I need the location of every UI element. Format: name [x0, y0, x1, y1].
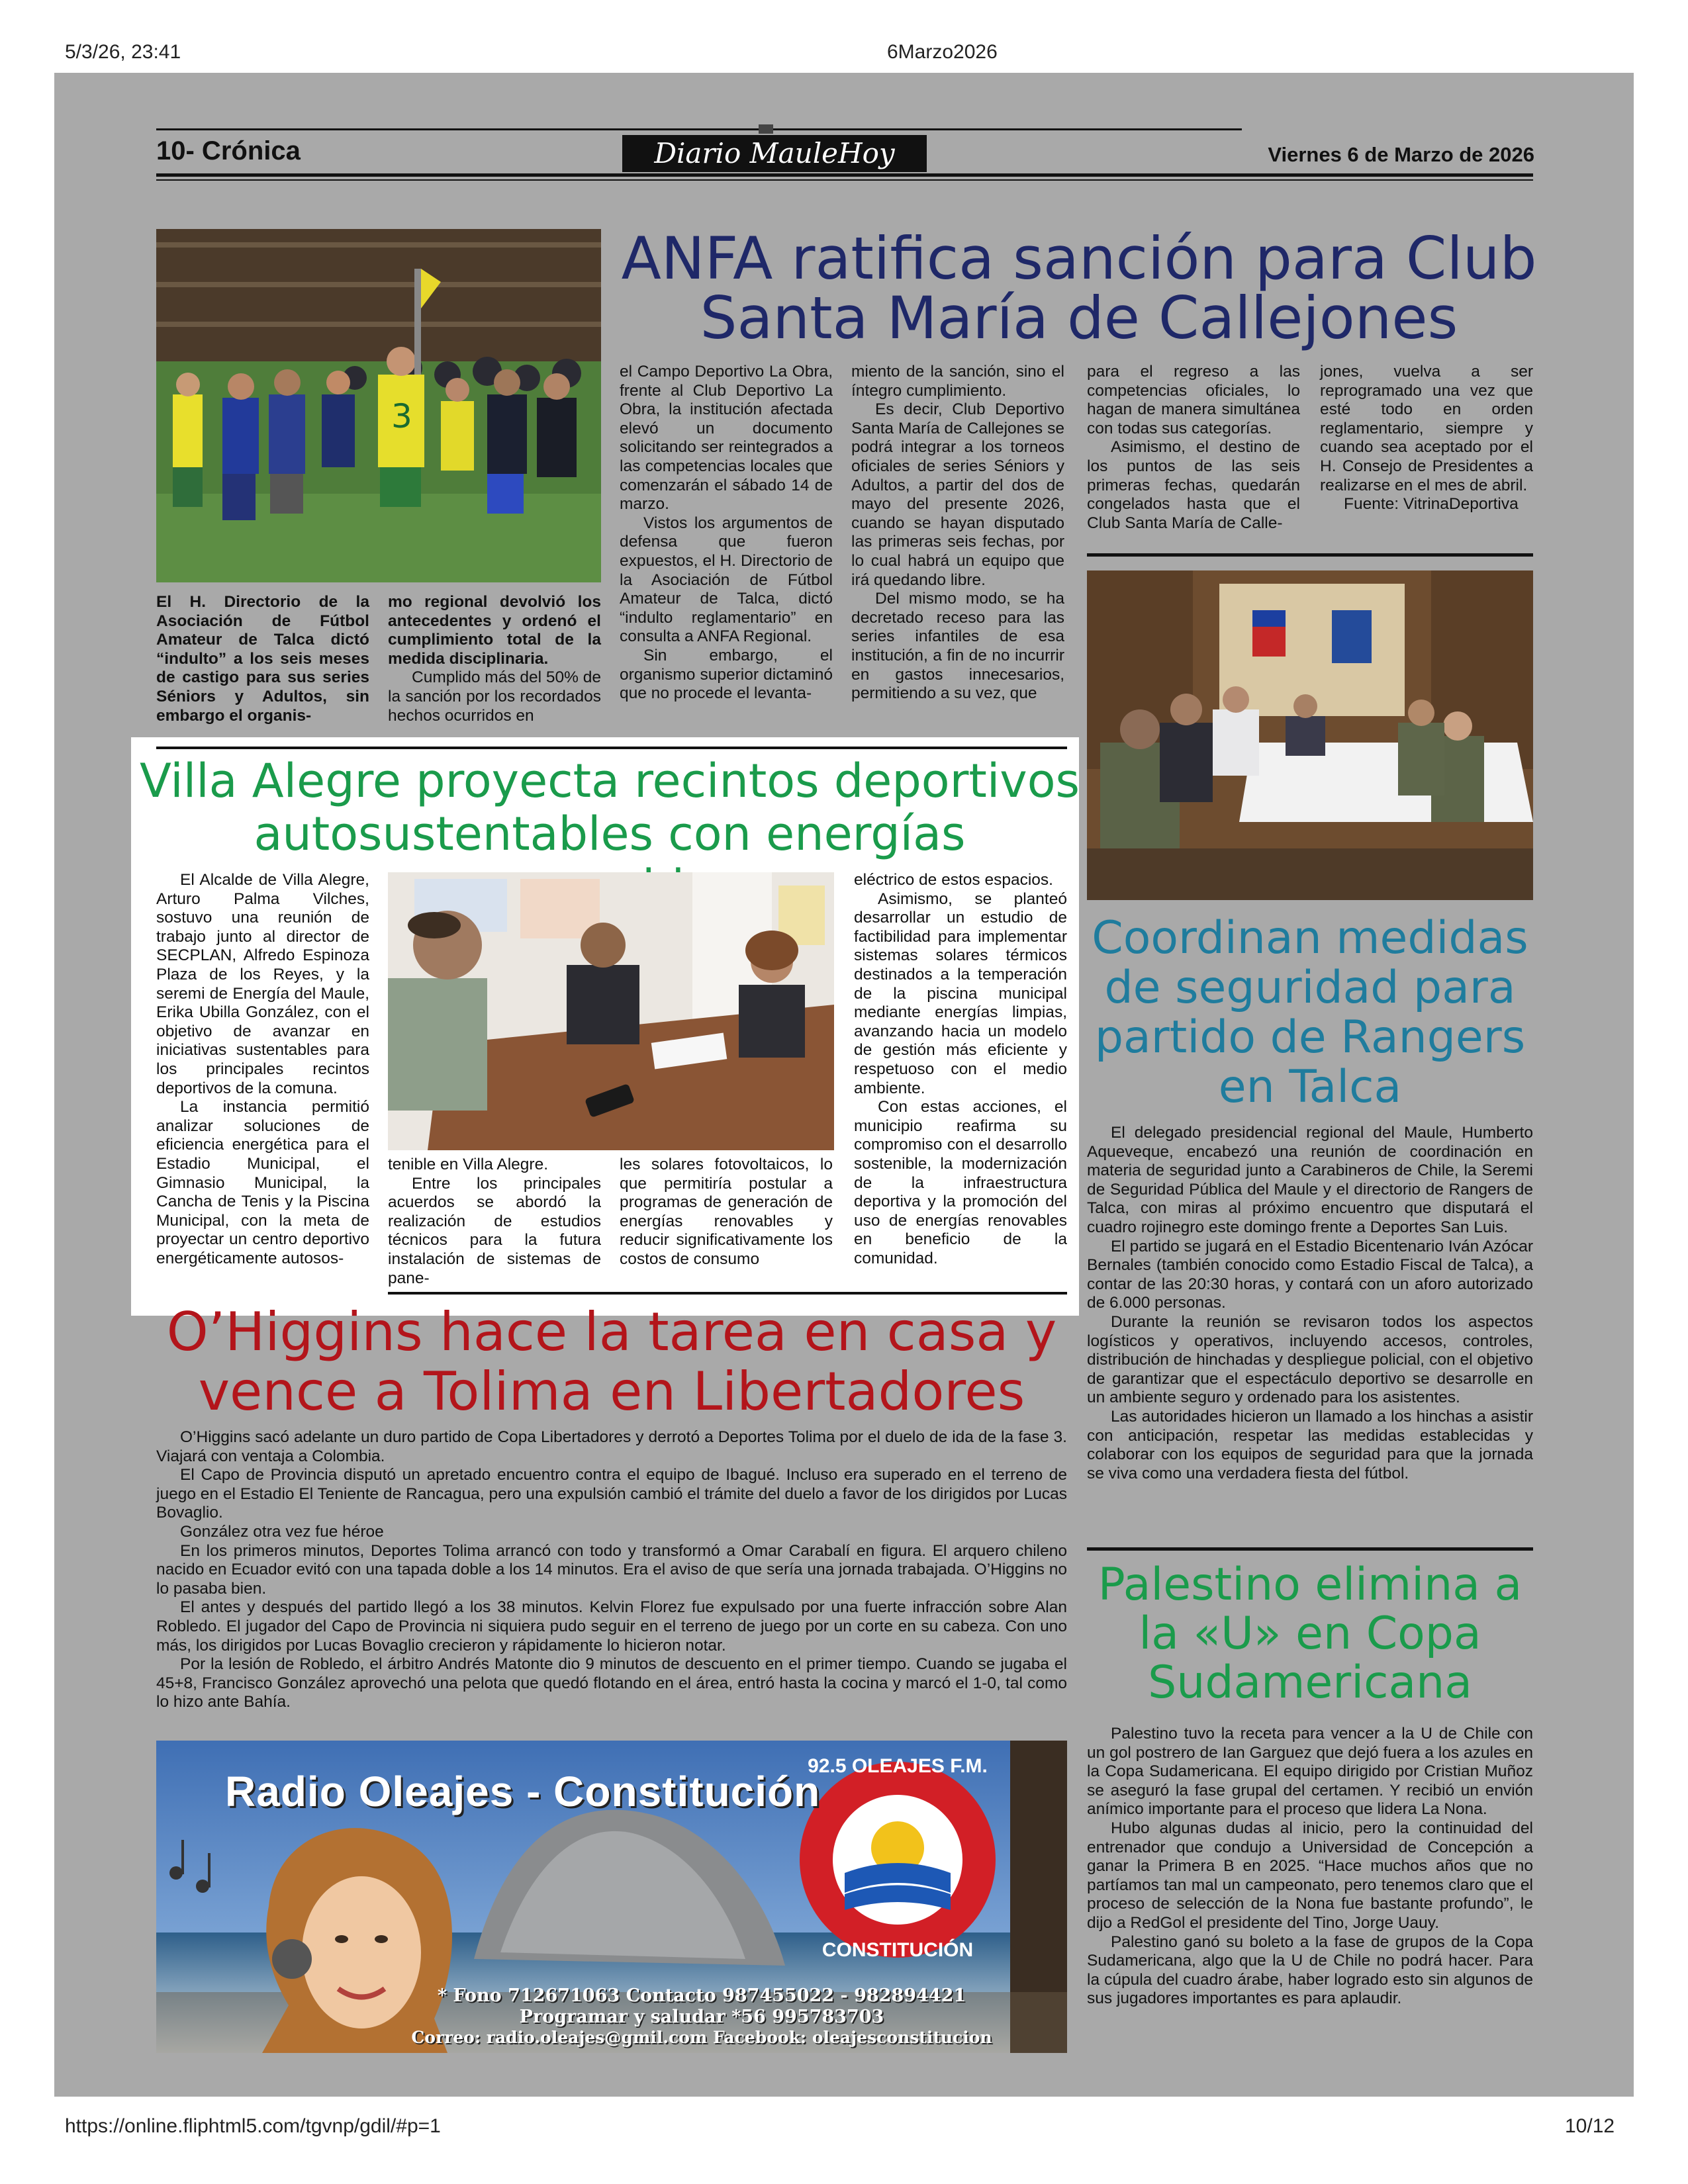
ohiggins-paragraph6: Por la lesión de Robledo, el árbitro Andrés Matonte dio 9 minutos de descuento en el primer tiempo. Cuando se jugaba el 45+8, Francisco González aprovechó una pelota que quedó flotando en el área, entró hasta la cocina y marcó el 1-0, tal como lo hizo ante Bahía.	[156, 1655, 1067, 1711]
rangers-headline-line2: de seguridad para	[1104, 962, 1516, 1014]
anfa-col5	[1087, 363, 1300, 533]
ohiggins-paragraph2: El Capo de Provincia disputó un apretado encuentro contra el equipo de Ibagué. Incluso era superado en el terreno de juego en el Estadio El Teniente de Rancagua, pero una expulsión cambió el trámite del duelo a favor de los dirigidos por Lucas Bovaglio.	[156, 1466, 1067, 1522]
ad-seal-city: CONSTITUCIÓN	[821, 1939, 974, 1961]
villa-col2	[388, 1156, 601, 1288]
anfa-lead-col2: mo regional devolvió los antecedentes y ordenó el cumplimiento total de la medida disciplinaria.	[388, 593, 601, 668]
anfa-end-rule	[1087, 553, 1533, 557]
anfa-col4-paragraph3: Del mismo modo, se ha decretado receso para las series infantiles de esa institución, a fin de no incurrir en gastos innecesarios, permitiendo a su vez, que	[851, 590, 1064, 703]
rangers-paragraph2: El partido se jugará en el Estadio Bicentenario Iván Azócar Bernales (también conocido como Estadio Fiscal de Talca), a contar de las 20:30 horas, y contará con un aforo autorizado de 6.000 personas.	[1087, 1237, 1533, 1312]
masthead-top-rule	[156, 128, 1242, 130]
masthead-bottom-rule-thin	[156, 179, 1533, 181]
palestino-paragraph1: Palestino tuvo la receta para vencer a la U de Chile con un gol postrero de Ian Garguez que dejó fuera a los azules en la Copa Sudamericana. El equipo dirigido por Cristian Muñoz se aseguró la fase grupal del certamen. Y recibió un envión anímico importante para el proceso que lidera La Nona.	[1087, 1725, 1533, 1819]
anfa-col3-paragraph2: Vistos los argumentos de defensa que fueron expuestos, el H. Directorio de la Asociación de Fútbol Amateur de Talca, dictó “indulto reglamentario” en consulta a ANFA Regional.	[620, 514, 833, 646]
villa-paragraph2: La instancia permitió analizar soluciones de eficiencia energética para el Estadio Municipal, el Gimnasio Municipal, la Cancha de Tenis y la Piscina Municipal, con la meta de proyectar un centro deportivo energéticamente autosos-	[156, 1098, 369, 1267]
villa-col1	[156, 871, 369, 1268]
rangers-headline-line4: en Talca	[1218, 1061, 1402, 1113]
anfa-source: Fuente: VitrinaDeportiva	[1344, 495, 1519, 514]
ad-phone-line: * Fono 712671063 Contacto 987455022 - 982894421	[437, 1985, 966, 2006]
palestino-paragraph2: Hubo algunas dudas al inicio, pero la continuidad del entrenador que condujo a Universidad de Concepción a ganar la Primera B en 2025. “Hace muchos años que no partíamos tan mal un campeonato, pero tenemos claro que el proceso de selección de la Nona fue bastante profundo”, le dijo a RedGol el presidente del Tino, Jorge Uauy.	[1087, 1819, 1533, 1932]
villa-col4-continued: eléctrico de estos espacios.	[854, 871, 1053, 889]
newspaper-logo: Diario MauleHoy	[622, 135, 927, 172]
page-counter: 10/12	[1565, 2115, 1615, 2137]
anfa-col4-paragraph2: Es decir, Club Deportivo Santa María de Callejones se podrá integrar a los torneos oficiales de series Séniors y Adultos, a partir del dos de mayo del presente 2026, cuando se hayan disputado las primeras seis fechas, por lo cual habrá un equipo que irá quedando libre.	[851, 400, 1064, 589]
masthead-tab-marker	[759, 124, 773, 134]
print-datetime: 5/3/26, 23:41	[65, 41, 181, 63]
villa-col2-paragraph2: Entre los principales acuerdos se abordó la realización de estudios técnicos para la futura instalación de sistemas de pane-	[388, 1174, 601, 1287]
palestino-headline-line1: Palestino elimina a	[1098, 1559, 1523, 1611]
security-meeting-photo	[1087, 570, 1533, 900]
rangers-headline-line1: Coordinan medidas	[1092, 912, 1528, 964]
anfa-col6-continued: jones, vuelva a ser reprogramado una vez que esté todo en orden reglamentario, siempre y cuando sea aceptado por el H. Consejo de Presidentes a realizarse en el mes de abril.	[1320, 363, 1533, 494]
rangers-paragraph4: Las autoridades hicieron un llamado a los hinchas a asistir con anticipación, respetar las medidas establecidas y colaborar con los equipos de seguridad para que la jornada se viva como una verdadera fiesta del fútbol.	[1087, 1407, 1533, 1482]
anfa-col2-paragraph: Cumplido más del 50% de la sanción por los recordados hechos ocurridos en	[388, 668, 601, 725]
anfa-col3	[620, 363, 833, 704]
ohiggins-subheading: González otra vez fue héroe	[180, 1522, 384, 1541]
villa-meeting-photo	[388, 872, 834, 1150]
palestino-headline-line2: la «U» en Copa	[1139, 1608, 1481, 1660]
ad-request-line: Programar y saludar *56 995783703	[519, 2007, 884, 2027]
villa-headline-line2: autosustentables con energías	[254, 807, 966, 861]
villa-col2-continued: tenible en Villa Alegre.	[388, 1156, 548, 1173]
villa-headline-line1: Villa Alegre proyecta recintos deportivos	[139, 754, 1080, 808]
ohiggins-paragraph4: En los primeros minutos, Deportes Tolima arrancó con todo y transformó a Omar Carabalí en figura. El arquero chileno nacido en Ecuador evitó con una tapada doble a los 14 minutos. Era el aviso de que sería una jornada trabajada. O’Higgins no lo pasaba bien.	[156, 1541, 1067, 1598]
masthead-bottom-rule	[156, 173, 1533, 177]
section-label: 10- Crónica	[156, 136, 301, 165]
ohiggins-headline-line1: O’Higgins hace la tarea en casa y	[166, 1301, 1057, 1363]
anfa-col3-continued: el Campo Deportivo La Obra, frente al Club Deportivo La Obra, la institución afectada elevó un documento solicitando ser reintegrados a las competencias locales que comenzarán el sábado 14 de marzo.	[620, 363, 833, 514]
villa-col4-paragraph2: Asimismo, se planteó desarrollar un estudio de factibilidad para implementar sistemas solares térmicos destinados a la temperación de la piscina municipal mediante energías limpias, avanzando hacia un modelo de gestión más eficiente y respetuoso con el medio ambiente.	[854, 889, 1067, 1097]
anfa-col5-paragraph2: Asimismo, el destino de los puntos de las seis primeras fechas, quedarán congelados hasta que el Club Santa María de Calle-	[1087, 438, 1300, 532]
ohiggins-paragraph1: O’Higgins sacó adelante un duro partido de Copa Libertadores y derrotó a Deportes Tolima por el duelo de ida de la fase 3. Viajará con ventaja a Colombia.	[156, 1428, 1067, 1465]
anfa-col4-continued: miento de la sanción, sino el íntegro cumplimiento.	[851, 363, 1064, 400]
anfa-col2	[388, 593, 601, 725]
svg-text:3: 3	[391, 397, 412, 435]
anfa-col4	[851, 363, 1064, 704]
ad-seal-frequency: 92.5 OLEAJES F.M.	[808, 1755, 988, 1777]
ad-contact-line: Correo: radio.oleajes@gmil.com Facebook: oleajesconstitucion	[411, 2028, 992, 2047]
palestino-headline-line3: Sudamericana	[1148, 1657, 1472, 1709]
villa-col4	[854, 871, 1067, 1268]
anfa-col3-paragraph3: Sin embargo, el organismo superior dictaminó que no procede el levanta-	[620, 646, 833, 703]
villa-top-rule	[156, 747, 1067, 749]
palestino-paragraph3: Palestino ganó su boleto a la fase de grupos de la Copa Sudamericana, algo que la U de Chile no podrá hacer. Para la cúpula del cuadro árabe, haber logrado esto sin algunos de sus jugadores importantes es para aplaudir.	[1087, 1933, 1533, 2008]
rangers-paragraph3: Durante la reunión se revisaron todos los aspectos logísticos y operativos, incluyendo accesos, controles, distribución de hinchadas y despliegue policial, con el objetivo de garantizar que el espectáculo deportivo se desarrolle en un ambiente seguro y ordenado para los asistentes.	[1087, 1312, 1533, 1407]
page-url[interactable]: https://online.fliphtml5.com/tgvnp/gdil/#p=1	[65, 2115, 441, 2137]
villa-col3	[620, 1156, 833, 1269]
ohiggins-headline-line2: vence a Tolima en Libertadores	[198, 1361, 1025, 1422]
palestino-body	[1087, 1725, 1533, 2009]
rangers-headline-line3: partido de Rangers	[1094, 1011, 1526, 1064]
villa-bottom-rule	[388, 1292, 1067, 1295]
villa-col3-continued: les solares fotovoltaicos, lo que permitiría postular a programas de generación de energías renovables y reducir significativamente los costos de consumo	[620, 1156, 833, 1268]
issue-date: Viernes 6 de Marzo de 2026	[1268, 143, 1534, 166]
ohiggins-body	[156, 1428, 1067, 1712]
villa-col4-paragraph3: Con estas acciones, el municipio reafirma su compromiso con el desarrollo sostenible, la modernización de la infraestructura deportiva y la promoción del uso de energías renovables en beneficio de la comunidad.	[854, 1098, 1067, 1267]
rangers-paragraph1: El delegado presidencial regional del Maule, Humberto Aqueveque, encabezó una reunión de coordinación en materia de seguridad junto a Carabineros de Chile, la Seremi de Seguridad Pública del Maule y el directorio de Rangers de Talca, con miras al próximo encuentro que disputará el cuadro rojinegro este domingo frente a Deportes San Luis.	[1087, 1124, 1533, 1236]
anfa-col6	[1320, 363, 1533, 514]
rangers-body	[1087, 1124, 1533, 1483]
anfa-lead-col1: El H. Directorio de la Asociación de Fútbol Amateur de Talca dictó “indulto” a los seis meses de castigo para sus series Séniors y Adultos, sin embargo el organis-	[156, 593, 369, 725]
ohiggins-paragraph5: El antes y después del partido llegó a los 38 minutos. Kelvin Florez fue expulsado por una fuerte infracción sobre Alan Robledo. El jugador del Capo de Provincia ni siquiera pudo seguir en el terreno de juego por un corte en su cabeza. Con uno más, los dirigidos por Lucas Bovaglio crecieron y rápidamente lo hicieron notar.	[156, 1598, 1067, 1655]
ad-title: Radio Oleajes - Constitución	[225, 1768, 821, 1815]
anfa-headline-line1: ANFA ratifica sanción para Club	[621, 224, 1537, 293]
document-title: 6Marzo2026	[887, 41, 998, 63]
anfa-headline-line2: Santa María de Callejones	[700, 284, 1458, 352]
football-players-photo	[156, 229, 601, 582]
rangers-end-rule	[1087, 1547, 1533, 1551]
villa-paragraph1: El Alcalde de Villa Alegre, Arturo Palma Vilches, sostuvo una reunión de trabajo junto al director de SECPLAN, Alfredo Espinoza Plaza de los Reyes, y la seremi de Energía del Maule, Erika Ubilla González, con el objetivo de avanzar en iniciativas sustentables para los principales recintos deportivos de la comuna.	[156, 871, 369, 1097]
anfa-col5-continued: para el regreso a las competencias oficiales, lo hagan de manera simultánea con todas sus categorías.	[1087, 363, 1300, 437]
